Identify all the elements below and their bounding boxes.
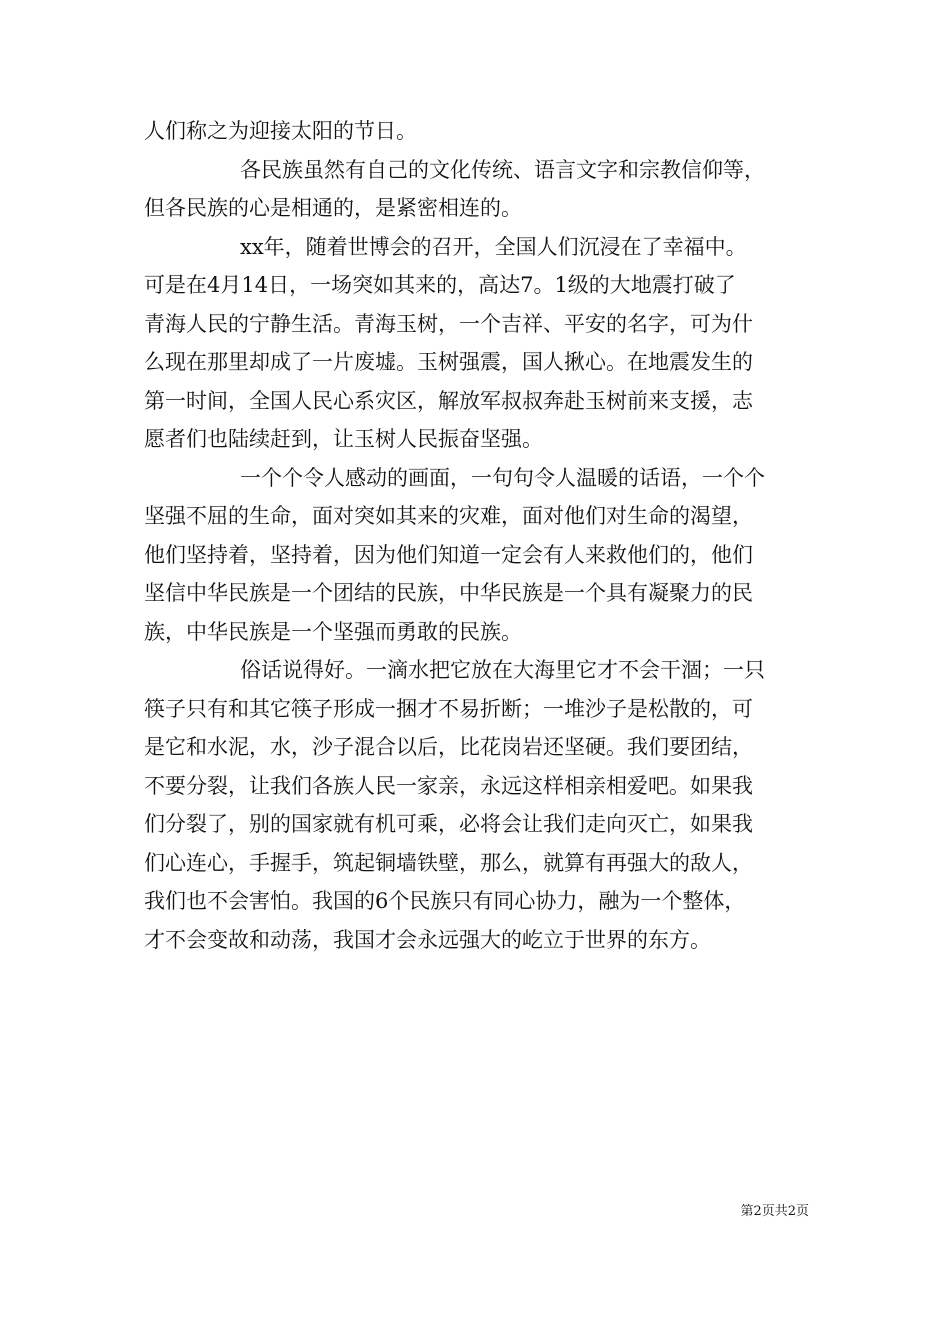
text-line: 坚强不屈的生命，面对突如其来的灾难，面对他们对生命的渴望， bbox=[144, 504, 753, 528]
text-line: 青海人民的宁静生活。青海玉树，一个吉祥、平安的名字，可为什 bbox=[144, 311, 753, 336]
body-text bbox=[144, 112, 809, 959]
text-line: 们心连心，手握手，筑起铜墙铁壁，那么，就算有再强大的敌人， bbox=[144, 850, 753, 875]
paragraph-first-line: 各民族虽然有自己的文化传统、语言文字和宗教信仰等， bbox=[240, 157, 765, 182]
text-line: 们分裂了，别的国家就有机可乘，必将会让我们走向灭亡，如果我 bbox=[144, 812, 753, 836]
paragraph-first-line: 一个个令人感动的画面，一句句令人温暖的话语，一个个 bbox=[240, 465, 765, 490]
text-line: 愿者们也陆续赶到，让玉树人民振奋坚强。 bbox=[144, 427, 543, 451]
text-line: 他们坚持着，坚持着，因为他们知道一定会有人来救他们的，他们 bbox=[144, 542, 753, 567]
page-number-footer: 第2页共2页 bbox=[740, 1204, 809, 1219]
text-line: 筷子只有和其它筷子形成一捆才不易折断；一堆沙子是松散的，可 bbox=[144, 696, 753, 721]
text-line: 可是在4月14日，一场突如其来的，高达7。1级的大地震打破了 bbox=[144, 273, 736, 297]
text-line: 族，中华民族是一个坚强而勇敢的民族。 bbox=[144, 619, 522, 644]
text-line: 才不会变故和动荡，我国才会永远强大的屹立于世界的东方。 bbox=[144, 927, 711, 952]
text-line: 么现在那里却成了一片废墟。玉树强震，国人揪心。在地震发生的 bbox=[144, 350, 753, 374]
text-line: 坚信中华民族是一个团结的民族，中华民族是一个具有凝聚力的民 bbox=[144, 581, 753, 605]
text-line: 我们也不会害怕。我国的6个民族只有同心协力，融为一个整体， bbox=[144, 889, 746, 913]
text-line: 人们称之为迎接太阳的节日。 bbox=[144, 119, 417, 143]
paragraph-first-line: xx年，随着世博会的召开，全国人们沉浸在了幸福中。 bbox=[240, 234, 747, 259]
text-line: 第一时间，全国人民心系灾区，解放军叔叔奔赴玉树前来支援，志 bbox=[144, 388, 753, 413]
text-line: 但各民族的心是相通的，是紧密相连的。 bbox=[144, 196, 522, 220]
paragraph-first-line: 俗话说得好。一滴水把它放在大海里它才不会干涸；一只 bbox=[240, 658, 765, 682]
text-line: 是它和水泥，水，沙子混合以后，比花岗岩还坚硬。我们要团结， bbox=[144, 735, 753, 759]
text-line: 不要分裂，让我们各族人民一家亲，永远这样相亲相爱吧。如果我 bbox=[144, 773, 753, 798]
